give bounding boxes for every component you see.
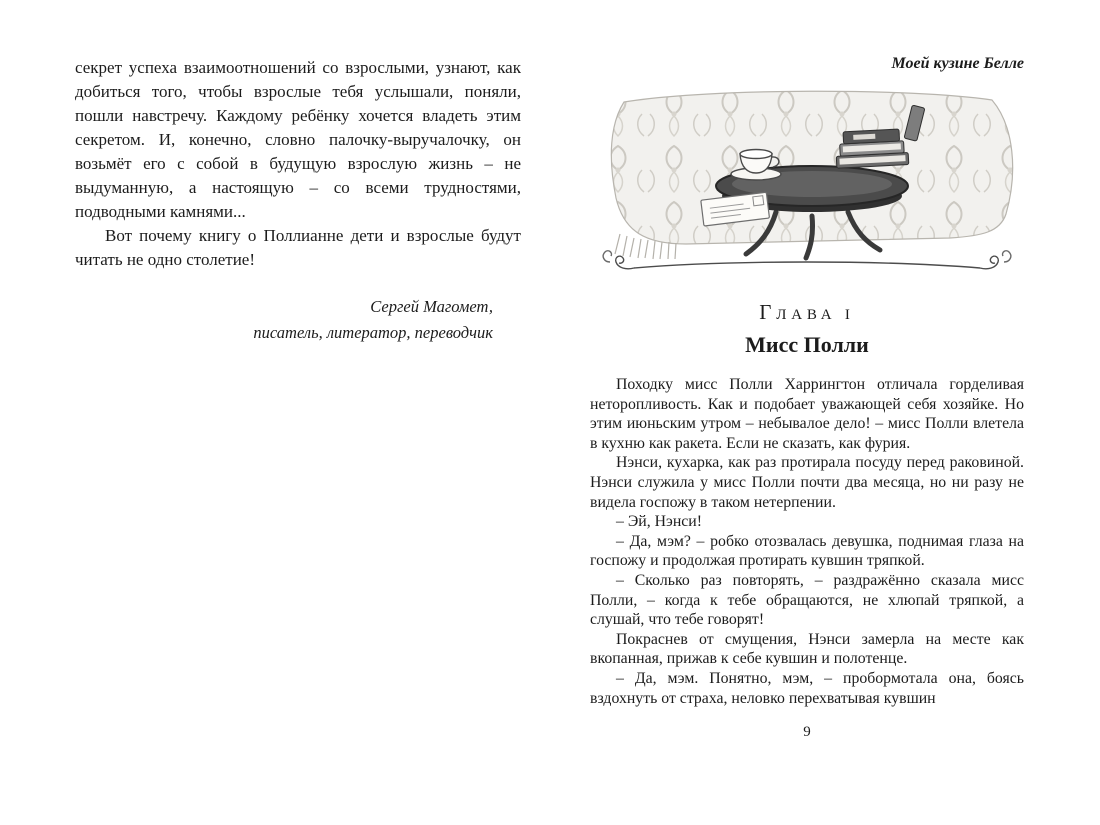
paragraph: Покраснев от смущения, Нэнси замерла на месте как вкопанная, прижав к себе кувшин и полотенце.: [590, 630, 1024, 668]
paragraph: – Да, мэм? – робко отозвалась девушка, поднимая глаза на госпожу и продолжая протирать кувшин тряпкой.: [590, 532, 1024, 570]
paragraph: секрет успеха взаимоотношений со взрослыми, узнают, как добиться того, чтобы взрослые тебя услышали, поняли, пошли навстречу. Каждому ребёнку хочется владеть этим секретом. И, конечно, словно палочку-выручалочку, он возьмёт его с собой в будущую взрослую жизнь – не выдуманную, а настоящую – со всеми трудностями, подводными камнями...: [75, 58, 521, 221]
page-number: 9: [803, 724, 811, 741]
dedication: Моей кузине Белле: [891, 55, 1024, 72]
right-page: [590, 54, 1024, 741]
still-life-drawing: [590, 86, 1024, 282]
paragraph: Нэнси, кухарка, как раз протирала посуду перед раковиной. Нэнси служила у мисс Полли почти два месяца, но ни разу не видела госпожу в таком нетерпении.: [590, 454, 1024, 511]
signature-name: Сергей Магомет,: [370, 297, 493, 316]
signature-role: писатель, литератор, переводчик: [253, 323, 493, 342]
chapter-title: Мисс Полли: [745, 332, 869, 357]
vignette-illustration: [590, 86, 1024, 282]
paragraph: Походку мисс Полли Харрингтон отличала горделивая неторопливость. Как и подобает уважающей себя хозяйке. Но этим июньским утром – небывалое дело! – мисс Полли влетела в кухню как ракета. Если не сказать, как фурия.: [590, 376, 1024, 452]
paragraph: – Эй, Нэнси!: [616, 513, 702, 531]
book-stack: [835, 129, 909, 169]
paragraph: – Сколько раз повторять, – раздражённо сказала мисс Полли, – когда к тебе обращаются, не хлюпай тряпкой, а слушай, что тебе говорят!: [590, 571, 1024, 629]
paragraph: Вот почему книгу о Поллианне дети и взрослые будут читать не одно столетие!: [75, 226, 521, 269]
chapter-label: ГЛАВА I: [759, 300, 855, 324]
chapter-text: [590, 375, 1024, 708]
signature-block: [75, 294, 521, 346]
left-page: [75, 56, 521, 346]
paragraph: – Да, мэм. Понятно, мэм, – пробормотала она, боясь вздохнуть от страха, неловко перехватывая кувшин: [590, 669, 1024, 707]
